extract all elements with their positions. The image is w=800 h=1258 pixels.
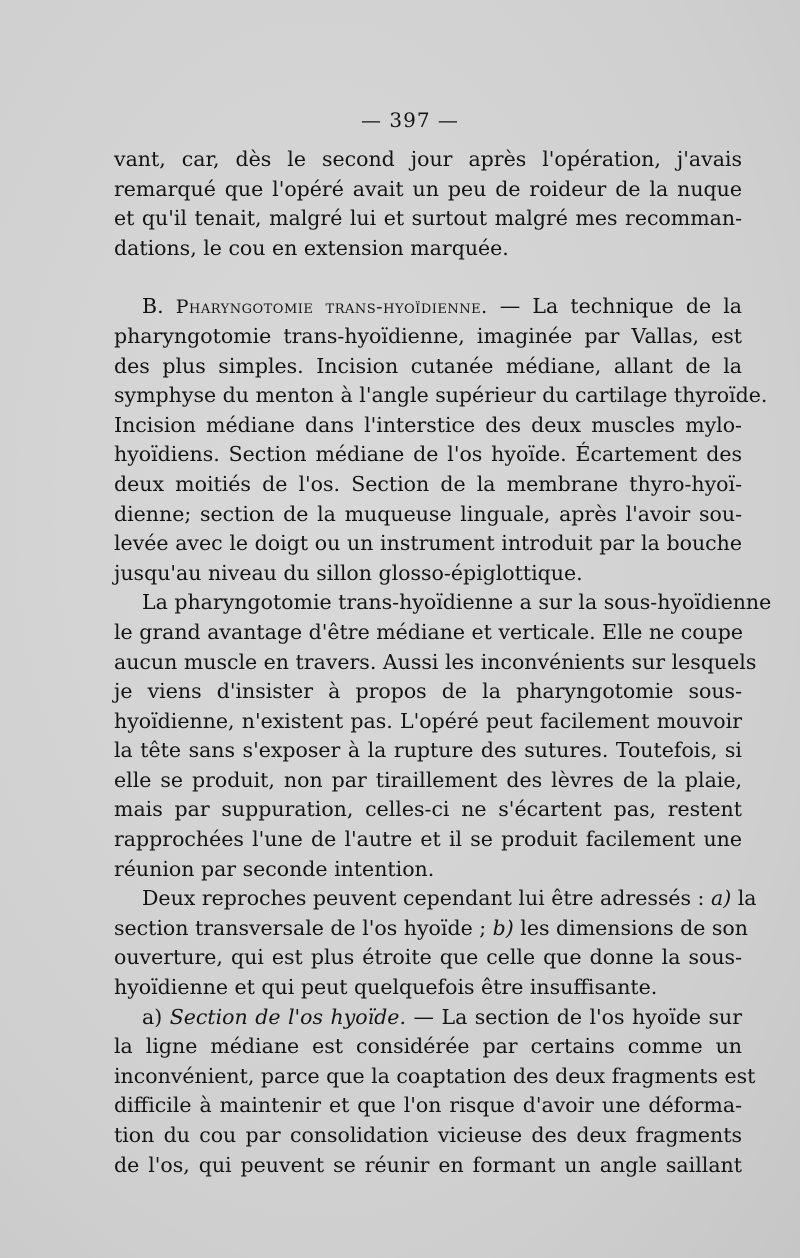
text-line: inconvénient, parce que la coaptation des deux fragments est: [114, 1063, 756, 1088]
text-line: deux moitiés de l'os. Section de la membrane thyro-hyoï-: [114, 471, 742, 496]
paragraph-4: [114, 884, 757, 1002]
text-fragment: les dimensions de son: [513, 915, 748, 940]
text-line: ouverture, qui est plus étroite que celle que donne la sous-: [114, 945, 742, 970]
text-line: hyoïdienne, n'existent pas. L'opéré peut facilement mouvoir: [114, 708, 742, 733]
text-fragment: — La technique de la: [487, 294, 742, 319]
paragraph-2: [114, 292, 768, 588]
text-line: rapprochées l'une de l'autre et il se produit facilement une: [114, 827, 742, 852]
text-line: pharyngotomie trans-hyoïdienne, imaginée par Vallas, est: [114, 323, 742, 348]
enumeration-marker: a): [710, 886, 732, 911]
text-line: [114, 914, 748, 944]
text-line: Incision médiane dans l'interstice des deux muscles mylo-: [114, 412, 742, 437]
text-line: réunion par seconde intention.: [114, 856, 435, 881]
text-line: hyoïdiens. Section médiane de l'os hyoïde. Écartement des: [114, 442, 742, 467]
text-fragment: la: [731, 886, 757, 911]
text-line: la tête sans s'exposer à la rupture des sutures. Toutefois, si: [114, 738, 742, 763]
section-label: B.: [142, 294, 176, 319]
paragraph-5: [114, 1003, 756, 1181]
text-line: mais par suppuration, celles-ci ne s'écartent pas, restent: [114, 797, 742, 822]
text-line: aucun muscle en travers. Aussi les inconvénients sur lesquels: [114, 649, 757, 674]
text-line: le grand avantage d'être médiane et verticale. Elle ne coupe: [114, 619, 744, 644]
text-line: tion du cou par consolidation vicieuse des deux fragments: [114, 1123, 742, 1147]
paragraph-1: [114, 145, 742, 263]
body-text: [114, 145, 772, 1180]
section-heading: Pharyngotomie trans-hyoïdienne.: [175, 296, 488, 319]
subsection-title: Section de l'os hyoïde.: [169, 1004, 406, 1029]
text-line: dienne; section de la muqueuse linguale, après l'avoir sou-: [114, 501, 742, 526]
text-line: vant, car, dès le second jour après l'opération, j'avais: [114, 147, 742, 171]
text-line: levée avec le doigt ou un instrument introduit par la bouche: [114, 531, 742, 556]
text-line: de l'os, qui peuvent se réunir en formant un angle saillant: [114, 1152, 742, 1177]
text-fragment: section transversale de l'os hyoïde ;: [114, 915, 493, 940]
text-line: et qu'il tenait, malgré lui et surtout malgré mes recomman-: [114, 206, 742, 231]
text-line: dations, le cou en extension marquée.: [114, 235, 509, 260]
text-line: hyoïdienne et qui peut quelquefois être insuffisante.: [114, 975, 658, 1000]
section-heading-line: [114, 292, 742, 322]
text-fragment: — La section de l'os hyoïde sur: [405, 1004, 742, 1029]
text-fragment: Deux reproches peuvent cependant lui être adressés :: [142, 886, 711, 911]
text-line: difficile à maintenir et que l'on risque d'avoir une déforma-: [114, 1093, 742, 1118]
text-line: des plus simples. Incision cutanée médiane, allant de la: [114, 353, 742, 378]
paragraph-3: [114, 588, 772, 884]
text-line: je viens d'insister à propos de la pharyngotomie sous-: [114, 679, 742, 704]
text-line: la ligne médiane est considérée par certains comme un: [114, 1034, 742, 1059]
page-number: — 397 —: [361, 108, 459, 132]
text-line: La pharyngotomie trans-hyoïdienne a sur la sous-hyoïdienne: [142, 590, 772, 615]
text-line: elle se produit, non par tiraillement des lèvres de la plaie,: [114, 767, 742, 792]
text-line: [114, 884, 757, 914]
text-line: jusqu'au niveau du sillon glosso-épiglottique.: [114, 560, 583, 585]
enumeration-marker: b): [492, 915, 514, 940]
subsection-heading-line: [114, 1003, 742, 1033]
text-line: symphyse du menton à l'angle supérieur du cartilage thyroïde.: [114, 383, 768, 408]
text-line: remarqué que l'opéré avait un peu de roideur de la nuque: [114, 176, 742, 201]
subsection-label: a): [142, 1004, 170, 1029]
